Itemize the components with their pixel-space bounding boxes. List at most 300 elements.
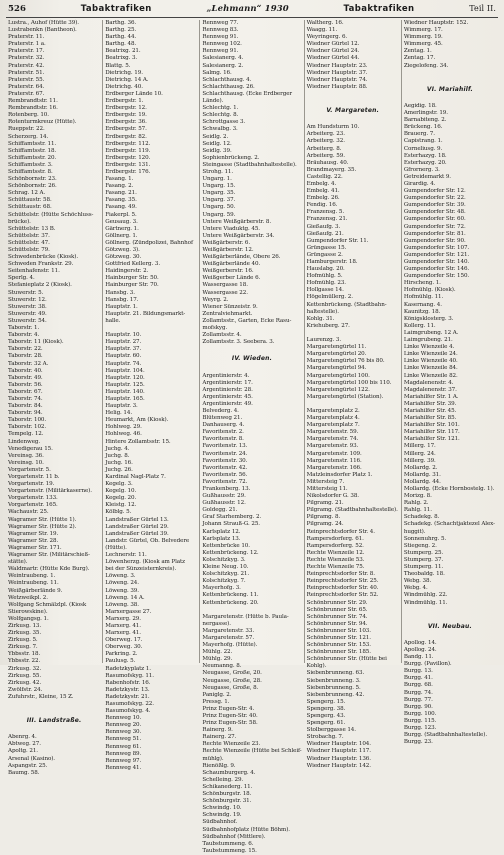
address-entry: Gumpendorfer Str. 90. xyxy=(403,237,466,244)
address-entry: Rennweg 89. xyxy=(105,750,142,757)
address-entry: Wiedner Gürtel 44. xyxy=(306,55,360,62)
address-entry: Hofmühlg. 23. xyxy=(306,280,346,287)
address-entry: Zirkusg. 35. xyxy=(8,630,42,637)
address-entry: Vorgartenstr. 165. xyxy=(8,502,58,509)
address-entry: Burgg. 77. xyxy=(403,696,433,703)
spacer xyxy=(8,727,100,734)
address-entry: Fasang. 21. xyxy=(105,190,137,197)
address-entry: Spengerg. 61. xyxy=(306,720,346,727)
spacer xyxy=(105,325,197,332)
address-entry: Ybbsstr. 22. xyxy=(8,658,41,665)
address-entry: Königsklosterg. 3. xyxy=(403,315,454,322)
address-entry: Mollardg. (Ecke Hornbostelg. 1). xyxy=(403,486,495,492)
address-entry: Erdbergstr. 176. xyxy=(105,168,151,175)
address-entry: Prinz Eugen-Str. 58. xyxy=(202,720,258,727)
address-entry: Paniglg. 2. xyxy=(202,691,232,698)
address-entry: Arsenal (Kasino). xyxy=(8,755,55,762)
address-entry: Lustrabenkn (Bantheon). xyxy=(8,27,77,34)
address-entry: Barthg. 36. xyxy=(105,20,137,26)
address-entry: Taborstr. 49. xyxy=(8,374,43,381)
address-entry: Kaunitzg. 18. xyxy=(403,308,441,315)
address-entry: Kettenbrücke 10. xyxy=(202,542,250,549)
address-entry: Rechte Wienzeile 12. xyxy=(306,549,365,556)
district-heading: VII. Neubau. xyxy=(427,622,472,630)
address-entry: Göllnerg. (Zündpolizei, Bahnhof xyxy=(105,239,193,246)
address-entry: Favoritenstr. 2. xyxy=(202,429,244,436)
address-entry: Seidlg. 12. xyxy=(202,140,232,147)
address-entry: Schaumburgerg. 4. xyxy=(202,769,256,776)
address-entry: Waltherg. 16. xyxy=(306,20,344,26)
address-entry: Praterstr. 67. xyxy=(8,90,45,97)
address-entry: Schikanederg. 11. xyxy=(202,783,253,790)
address-entry: Linke Wienzeile 82. xyxy=(403,372,458,379)
address-entry: Weißgärberlände 9. xyxy=(8,587,63,594)
address-entry: Wagramer Str. 19. xyxy=(8,530,59,537)
address-entry: Hauptstr. 104. xyxy=(105,367,145,374)
address-entry: Schönbrunner Str. 74. xyxy=(306,613,368,620)
address-entry: Theobaldg. 18. xyxy=(403,571,445,578)
address-entry: Wagramer Str. (Hütte 1). xyxy=(8,516,77,523)
address-entry: Hohlweg. 46. xyxy=(105,431,142,438)
address-entry: Rennweg 91. xyxy=(202,34,239,41)
address-entry: Weintraubeng. 1. xyxy=(8,573,56,580)
address-entry: Gumpendorfer Str. 22. xyxy=(403,195,466,202)
address-entry: Taborstr. 94. xyxy=(8,410,43,417)
address-entry: Rabenhofstr. 16. xyxy=(105,679,151,686)
address-entry: Sonnenuhrg. 5. xyxy=(403,535,447,542)
address-entry: Laurenzg. 3. xyxy=(306,337,342,344)
address-entry: Fasang. 2. xyxy=(105,183,134,190)
address-entry: Schüttelstr. (Hütte Schöchluss- xyxy=(8,211,94,218)
address-entry: Stuwerstr. 12. xyxy=(8,296,47,303)
address-entry: Hamburgerstr. 18. xyxy=(306,259,358,265)
address-entry: Rasumofskyg. 22. xyxy=(105,701,154,707)
address-entry: Margaretenplatz 2. xyxy=(306,407,360,414)
address-entry: Wiedner Hauptstr. 23. xyxy=(306,62,368,69)
address-entry: Rennweg 91. xyxy=(202,48,239,55)
address-entry: Haidingerstr. 2. xyxy=(105,268,149,275)
address-entry: Beatrixg. 3. xyxy=(105,55,138,62)
address-entry: Wagramer Str. (Hütte 2). xyxy=(8,523,77,530)
address-entry: Rennweg 20. xyxy=(105,722,142,729)
address-entry: Weißgerber Lände 6. xyxy=(202,275,261,282)
address-entry: Millerg. 24. xyxy=(403,450,436,457)
address-entry: Mariahilfer Str. 121. xyxy=(403,436,460,443)
address-entry: Hauptstr. 125. xyxy=(105,381,145,388)
address-entry: Kegelg. 3. xyxy=(105,481,133,488)
address-entry: Webg. 38. xyxy=(403,578,432,585)
address-entry: Rennweg 30. xyxy=(105,729,142,736)
address-entry: Rembrandtstr. 11. xyxy=(8,98,58,105)
address-entry: Ungarg. 59. xyxy=(202,211,236,218)
address-entry: Salmg. 16. xyxy=(202,69,232,76)
address-entry: Margaretenstr. 57. xyxy=(202,634,255,641)
address-entry: Gärtnerg. 1. xyxy=(105,225,139,232)
address-entry: Erdbergstr. 131. xyxy=(105,161,151,168)
address-entry: Schlechtg. 8. xyxy=(202,112,239,119)
spacer xyxy=(404,607,496,614)
address-entry: Gießaufg. 21. xyxy=(306,230,344,237)
address-entry: Schönbrunner Str. 65. xyxy=(306,606,368,613)
address-entry: Margaretenplatz 4. xyxy=(306,415,360,422)
address-entry: Weißgärberstr. 12. xyxy=(202,247,254,253)
address-entry: Weyringerg. 6. xyxy=(306,34,348,41)
address-entry: Taubstummeng. 6. xyxy=(202,840,254,847)
address-entry: Lindenweg. xyxy=(8,438,41,445)
address-entry: Esterhazyg. 18. xyxy=(403,152,447,159)
address-entry: Erdbergstr. 112. xyxy=(105,140,151,147)
district-heading: V. Margareten. xyxy=(326,107,380,115)
address-entry: (Hütte). xyxy=(105,544,127,551)
address-entry: Taborstr. 4. xyxy=(8,332,40,339)
address-entry: Margaretenstr. (Hütte b. Paula- xyxy=(202,613,289,620)
address-entry: Hauslabg. 20. xyxy=(306,266,345,273)
address-entry: Margaretengürtel 76 bis 80. xyxy=(306,358,385,365)
address-entry: Kohlg). xyxy=(306,663,327,670)
address-entry: Praterstr. 42. xyxy=(8,62,45,69)
address-entry: Erdbergstr. 19. xyxy=(105,112,147,119)
address-entry: Zentralviehmarkt. xyxy=(202,310,253,317)
address-entry: Heumarkt, Am (Kiosk). xyxy=(105,417,169,424)
address-entry: Wimmerg. 19. xyxy=(403,34,443,41)
address-entry: Zirkusg. 13. xyxy=(8,622,42,629)
address-entry: Wiedner Hauptstr. 74. xyxy=(306,76,368,83)
address-entry: Pilgramg. 21. xyxy=(306,500,344,507)
spacer xyxy=(202,346,301,353)
address-entry: Brückeng. 16. xyxy=(403,124,443,131)
address-entry: Sperlg. 4. xyxy=(8,275,35,282)
address-entry: Rennweg 51. xyxy=(105,736,142,743)
address-entry: Erdbergstr. 120. xyxy=(105,154,151,161)
address-entry: Hohlweg. 29. xyxy=(105,424,142,431)
address-entry: Argentinierstr. 49. xyxy=(202,400,253,407)
spacer xyxy=(307,401,399,408)
address-entry: Millerg. 17. xyxy=(403,443,436,450)
address-entry: Mariahilfer Str. 45. xyxy=(403,407,457,414)
address-entry: Steingasse (Stadtbahnhaltestelle). xyxy=(202,161,297,168)
address-entry: Kohlg. 31. xyxy=(306,315,335,322)
address-entry: Favoritenstr. 42. xyxy=(202,464,248,471)
address-entry: brücke). xyxy=(8,218,31,225)
address-entry: Margaretenplatz 7. xyxy=(306,422,360,429)
address-entry: Brandmayerg. 35. xyxy=(306,166,357,173)
address-entry: Barnabiteng. 2. xyxy=(403,117,447,124)
address-entry: Zirkusg. 42. xyxy=(8,679,42,686)
address-entry: Reinprechtsdorfer Str. 25. xyxy=(306,578,379,585)
address-entry: Vereinsg. 36. xyxy=(8,452,44,459)
address-entry: Helig. 14. xyxy=(105,410,133,417)
address-entry: Seitenhafenstr. 11. xyxy=(8,268,60,275)
address-entry: Margaretenstr. 166. xyxy=(306,464,362,471)
address-entry: Taborstr. 102. xyxy=(8,424,47,431)
address-entry: Hauptstr. 27. xyxy=(105,339,142,346)
address-entry: Schadekg. (Schachtjaktezel Alex- xyxy=(403,521,495,528)
address-entry: Apollog. 14. xyxy=(403,639,437,646)
address-entry: Kolschitzkyg. 21. xyxy=(202,571,250,578)
address-entry: Burgg. 123. xyxy=(403,725,437,731)
address-entry: Praterstr. 1 a. xyxy=(8,41,46,48)
address-entry: Erdberger Lände 10. xyxy=(105,90,163,97)
address-entry: Stumperg. 25. xyxy=(403,549,444,556)
address-entry: Wagramer Str. 171. xyxy=(8,544,62,551)
address-entry: Strobachg. 7. xyxy=(306,734,344,741)
address-entry: Neumanng. 8. xyxy=(202,663,242,670)
address-entry: Amerlingstr. 19. xyxy=(403,110,448,117)
address-entry: Abenrg. 4. xyxy=(8,734,37,741)
address-entry: Danhauserg. 4. xyxy=(202,422,245,429)
address-entry: Linke Wienzeile 84. xyxy=(403,365,458,372)
address-entry: Zentag. 17. xyxy=(403,55,436,62)
address-entry: Wiedner Hauptstr. 136. xyxy=(306,755,371,762)
address-entry: Favoritenstr. 13. xyxy=(202,443,248,450)
spacer xyxy=(307,91,399,98)
address-entry: Burgg. 68. xyxy=(403,682,433,689)
spacer xyxy=(202,607,301,614)
address-entry: nergasse). xyxy=(202,620,231,627)
spacer xyxy=(404,77,496,84)
address-entry: Hirscheng. 1. xyxy=(403,280,441,287)
address-entry: Praterstr. 64. xyxy=(8,83,45,90)
address-entry: Taborstr. 100. xyxy=(8,417,47,424)
address-entry: Zwölfstr. 24. xyxy=(8,686,43,693)
address-entry: Wiedner Hauptstr. 142. xyxy=(306,762,371,769)
address-entry: Blattg. 5. xyxy=(105,62,131,69)
address-entry: Burgg. 74. xyxy=(403,689,433,696)
address-entry: Magdalenenstr. 4. xyxy=(403,379,454,386)
address-entry: Seidlg. 39. xyxy=(202,147,232,154)
spacer xyxy=(307,98,399,105)
address-entry: Schüttaustr. 68. xyxy=(8,204,52,211)
address-entry: Schönbrunner Str. 121. xyxy=(306,634,371,641)
address-entry: Franzensg. 21. xyxy=(306,216,348,223)
address-entry: Ungarg. 1. xyxy=(202,176,232,183)
address-entry: Schönbornstr. 26. xyxy=(8,183,57,190)
address-entry: Erdbergstr. 57. xyxy=(105,126,147,133)
address-entry: Wolfgang Schmälzlpl. (Kiosk xyxy=(8,601,87,608)
address-entry: Gußhausstr. 12. xyxy=(202,500,246,507)
column-4 xyxy=(305,20,402,769)
address-entry: halle. xyxy=(105,317,121,324)
address-entry: Mariahilfer Str. 1 A. xyxy=(403,393,459,400)
address-entry: Neugasse, Große, 8. xyxy=(202,684,259,691)
address-entry: Taborstr. 28. xyxy=(8,353,43,360)
address-entry: Stuwerstr. 5. xyxy=(8,289,44,296)
address-entry: Taborstr. 40. xyxy=(8,367,43,374)
address-entry: Gumpendorfer Str. 39. xyxy=(403,202,466,209)
address-entry: Rampersdorferg. 52. xyxy=(306,542,364,549)
address-entry: Dietrichg. 40. xyxy=(105,83,143,90)
address-entry: Burgg. 90. xyxy=(403,703,433,710)
address-entry: Bandg. 11. xyxy=(403,654,434,661)
address-entry: Löwenherzg. (Kiosk am Platz xyxy=(105,559,186,566)
column-3 xyxy=(200,20,304,854)
address-entry: Schiffamtsstr. 8. xyxy=(8,168,53,175)
address-entry: Prinz Eugen-Str. 4. xyxy=(202,705,255,712)
address-entry: Laimgrubeng. 12 A. xyxy=(403,329,459,336)
address-entry: Zirkusg. 32. xyxy=(8,665,42,672)
address-entry: Südbahnhof (Mittlere). xyxy=(202,833,266,840)
address-entry: Rechte Wienzeile 53. xyxy=(306,556,365,563)
address-entry: Rechte Wienzeile (Hütte bei Schleif- xyxy=(202,748,302,755)
address-entry: Reinprechtsdorfer Str. 4. xyxy=(306,528,375,535)
address-entry: Pilgramg. 24. xyxy=(306,521,344,528)
address-entry: Wimmerg. 45. xyxy=(403,41,443,48)
address-entry: bei der Sünzeisternkreis). xyxy=(105,566,177,573)
address-entry: Zollamtsstr. 3. Seebera. 3. xyxy=(202,339,275,346)
address-entry: Hauptstr. 1. xyxy=(105,303,138,310)
address-entry: Gumpendorfer Str. 121. xyxy=(403,251,470,258)
address-entry: Mariahilfer Str. 101. xyxy=(403,422,460,429)
address-entry: Mühlg. 22. xyxy=(202,649,233,656)
address-entry: Linke Wienzeile 40. xyxy=(403,358,458,365)
address-entry: Favoritenstr. 56. xyxy=(202,471,248,478)
spacer xyxy=(202,365,301,372)
address-entry: Erdbergstr. 119. xyxy=(105,147,151,154)
address-entry: Hintere Zollamtsstr. 15. xyxy=(105,438,171,445)
address-entry: Kegelg. 20. xyxy=(105,495,137,502)
address-entry: Vorgartenstr. (Militärkaserne). xyxy=(8,488,92,495)
address-entry: Stumperg. 11. xyxy=(403,564,444,571)
address-entry: Schüttelstr. 79. xyxy=(8,247,50,253)
address-entry: Kettenbrückeng. 12. xyxy=(202,549,259,556)
address-entry: Weintraubeng. 11. xyxy=(8,580,59,587)
address-entry: Rasumofskyg. 11. xyxy=(105,672,154,679)
address-entry: Arbeiterg. 59. xyxy=(306,152,345,159)
address-entry: Praterstr. 17. xyxy=(8,48,45,55)
address-entry: Mariahilfer Str. 117. xyxy=(403,429,460,436)
address-entry: Kollerg. 11. xyxy=(403,322,436,329)
address-entry: Magdalenenstr. 37. xyxy=(403,386,457,393)
address-entry: Kasernang. 4. xyxy=(403,301,442,308)
address-entry: Südbahnhofplatz (Hütte Böhm). xyxy=(202,826,290,833)
address-entry: Rennweg 97. xyxy=(105,757,142,764)
address-entry: Hauptstr. 165. xyxy=(105,395,145,402)
address-entry: Gumpendorfer Str. 72. xyxy=(403,223,466,230)
address-entry: Girardig. 4. xyxy=(403,180,436,187)
address-entry: Salesianerg. 2. xyxy=(202,62,244,69)
address-entry: Lände). xyxy=(202,98,224,105)
address-entry: Siebenbrunneng. 42. xyxy=(306,691,365,698)
address-entry: Wiedner Gürtel 24. xyxy=(306,48,360,55)
address-entry: haltestelle). xyxy=(306,308,339,315)
address-entry: Neugasse, Große, 20. xyxy=(202,670,262,677)
address-entry: Kleine Neug. 10. xyxy=(202,564,249,571)
address-entry: Rahlg. 11. xyxy=(403,507,432,514)
address-entry: Margaretenstr. 33. xyxy=(202,627,255,634)
address-entry: Linke Wienzeile 4. xyxy=(403,344,455,351)
address-entry: Schrag. 12 A. xyxy=(8,190,46,197)
address-entry: Wachaustr. 25. xyxy=(8,509,49,516)
address-entry: Margaretengürtel 122. xyxy=(306,386,370,393)
address-entry: Landstraßer Gürtel 29. xyxy=(105,523,169,530)
address-entry: Abtweg. 27. xyxy=(8,741,41,748)
address-entry: Schiffamtsstr. 3. xyxy=(8,161,53,168)
address-entry: Arbeiterg. 23. xyxy=(306,131,345,138)
address-entry: Capistrang. 1. xyxy=(403,138,443,145)
address-entry: Bräuhausg. 40. xyxy=(306,159,349,166)
address-entry: Corneliusg. 9. xyxy=(403,145,443,152)
address-entry: Reinprechtsdorfer Str. 40. xyxy=(306,585,379,592)
address-entry: Schiffamtsstr. 11. xyxy=(8,140,57,147)
address-entry: Mittersteig 11. xyxy=(306,486,348,492)
address-entry: Juchg. 16. xyxy=(105,459,133,466)
address-entry: Gumpendorfer Str. 81. xyxy=(403,230,466,237)
address-entry: huggit). xyxy=(403,528,426,535)
address-entry: Wiedner Hauptstr. 88. xyxy=(306,83,368,90)
spacer xyxy=(8,708,100,715)
address-entry: Burgg. 23. xyxy=(403,739,433,746)
address-entry: Löweng. 24. xyxy=(105,580,139,587)
address-entry: Favoritenstr. 8. xyxy=(202,436,244,443)
address-entry: Sophienbrückeng. 2. xyxy=(202,154,260,161)
address-entry: Margaretengürtel 11. xyxy=(306,344,367,351)
address-entry: Franzensg. 5. xyxy=(306,209,345,216)
address-entry: Nikolsdorfer G. 38. xyxy=(306,493,359,500)
address-entry: Schwedenbrücke (Kiosk). xyxy=(8,254,79,261)
address-entry: Götzweg. 30. xyxy=(105,254,142,261)
address-entry: Hainburger Str. 50. xyxy=(105,275,159,282)
address-entry: Rennweg 83. xyxy=(202,27,239,34)
address-entry: Praterstr. 55. xyxy=(8,76,45,83)
address-entry: Burgg. 13. xyxy=(403,668,433,675)
address-entry: Reinprechtsdorfer Str. 52. xyxy=(306,592,379,599)
address-entry: Laimgrubeng. 21. xyxy=(403,337,453,344)
address-entry: Gumpendorfer Str. 140. xyxy=(403,259,470,265)
address-entry: Rasumofskyg. 4. xyxy=(105,708,151,715)
address-entry: Hauptstr. 140. xyxy=(105,388,145,395)
spacer xyxy=(404,614,496,621)
address-entry: Ungarg. 15. xyxy=(202,183,236,190)
address-entry: Schönburgstr. 31. xyxy=(202,798,252,805)
address-entry: Belvederg. 4. xyxy=(202,407,239,414)
address-entry: Schlachthausg. 4. xyxy=(202,76,252,83)
address-entry: Margaretengürtel 100. xyxy=(306,372,370,379)
address-entry: Untere Viaduktg. 45. xyxy=(202,225,260,232)
address-entry: Ungarg. 50. xyxy=(202,204,236,211)
address-entry: Schlachthausg. (Ecke Erdberger xyxy=(202,90,292,97)
address-entry: Matzleinsdorfer Platz 1. xyxy=(306,471,373,478)
address-entry: Hansbg. 17. xyxy=(105,296,139,303)
address-entry: Parkring. 2. xyxy=(105,651,138,658)
address-entry: Kardinal Nagl-Platz 7. xyxy=(105,474,166,480)
spacer xyxy=(307,117,399,124)
address-entry: Weißgärberlände 40. xyxy=(202,261,261,268)
address-entry: Argentinierstr. 45. xyxy=(202,393,253,400)
part-label: Teil II. xyxy=(469,4,496,13)
address-entry: Embelg. 41. xyxy=(306,188,340,195)
address-entry: Rembrandtstr. 16. xyxy=(8,105,58,112)
address-entry: Hauptstr. 10. xyxy=(105,332,142,339)
address-entry: Millerg. 39. xyxy=(403,457,436,464)
district-heading: III. Landstraße. xyxy=(26,717,82,725)
address-entry: Mollardg. 44. xyxy=(403,478,441,485)
address-entry: Spengerg. 15. xyxy=(306,698,346,705)
address-entry: Erdbergstr. 82. xyxy=(105,133,147,140)
address-entry: Radetzkystr. 13. xyxy=(105,686,150,693)
address-entry: Fendig. 16. xyxy=(306,202,338,209)
address-entry: Hofmühlg. 11. xyxy=(403,294,444,301)
running-head-right: Tabaktrafiken xyxy=(343,4,415,14)
address-entry: Rampersdorferg. 61. xyxy=(306,535,364,542)
address-entry: Mollardg. 2. xyxy=(403,464,438,471)
address-entry: Siebenbrunneng. 3. xyxy=(306,677,361,684)
address-entry: Mittersteig 7. xyxy=(306,478,345,485)
address-entry: Schelleing. 29. xyxy=(202,776,244,783)
address-entry: Favoritenstr. 30. xyxy=(202,457,248,464)
address-entry: Rahlg. 2. xyxy=(403,500,429,507)
address-entry: Marxerg. 41. xyxy=(105,622,141,629)
address-entry: Rennweg 10. xyxy=(105,715,142,722)
